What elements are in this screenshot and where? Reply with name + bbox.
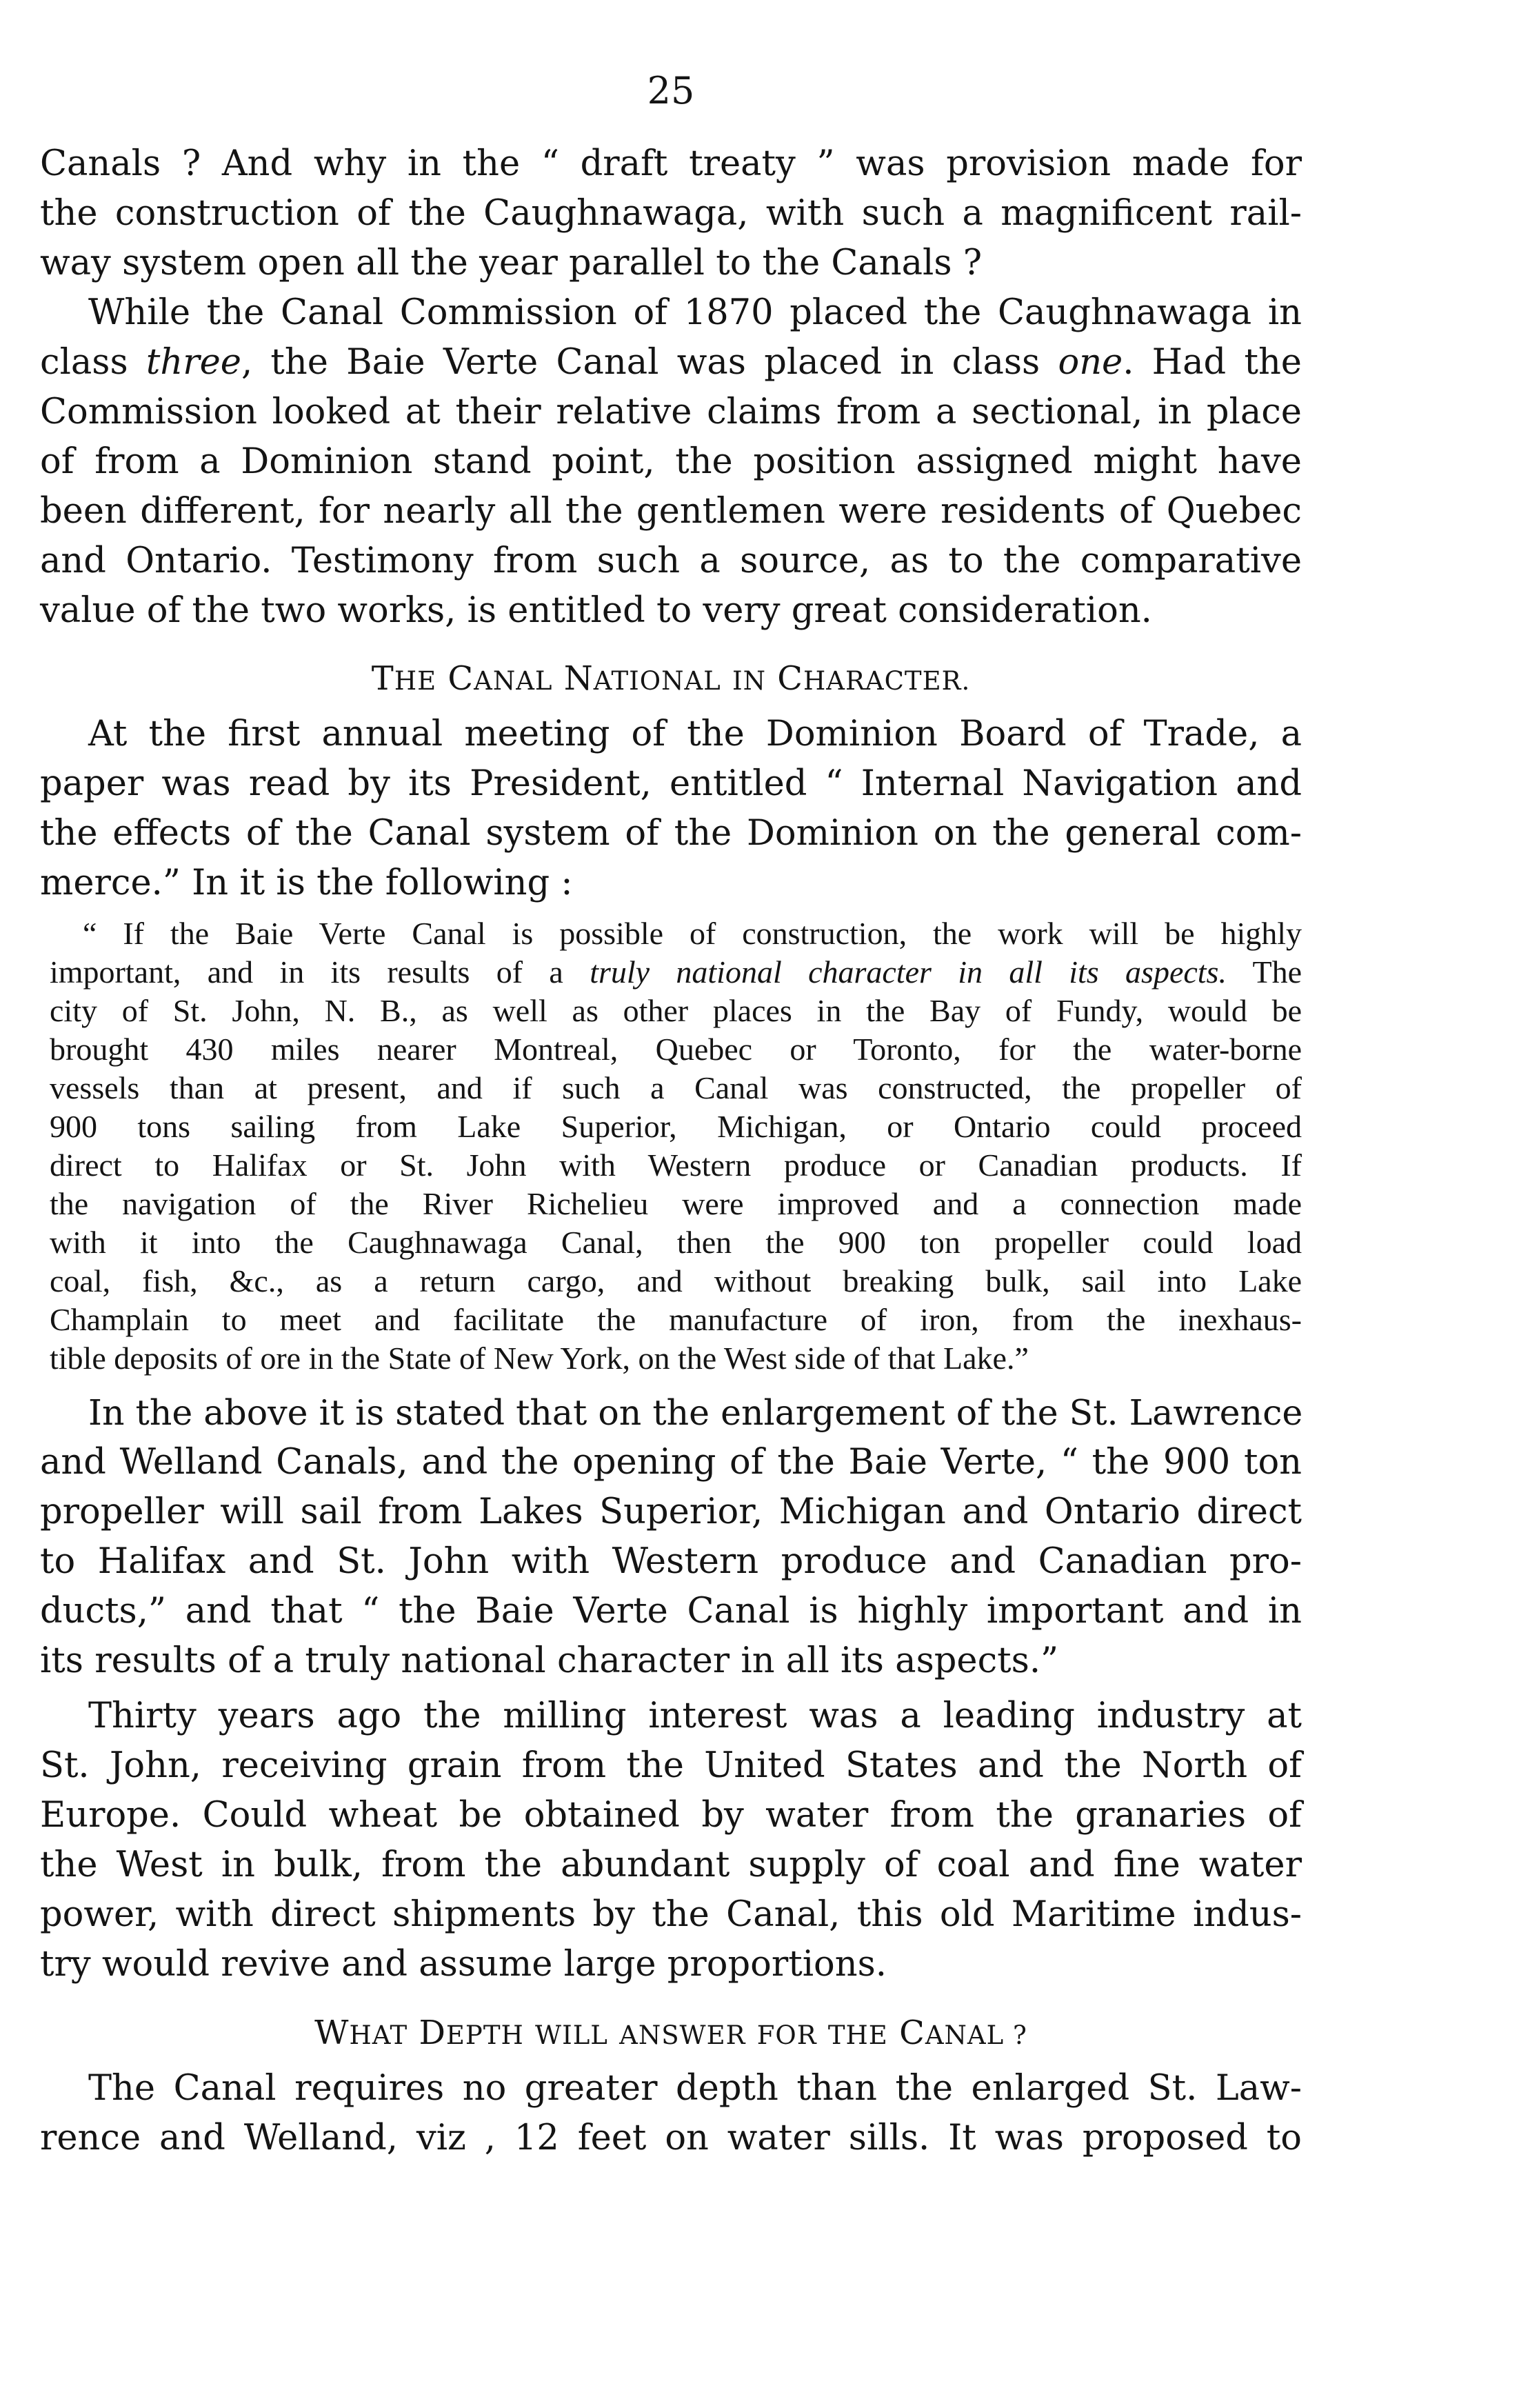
quote-line: Champlain to meet and facilitate the manufacture of iron, from the inexhaus- (50, 1302, 1302, 1337)
quote-line: vessels than at present, and if such a Canal was constructed, the propeller of (50, 1070, 1302, 1105)
heading-small-caps: ANSWER (619, 2020, 746, 2050)
text-line: its results of a truly national character in all its aspects.” (40, 1641, 1059, 1681)
text-line: try would revive and assume large proportions. (40, 1944, 887, 1985)
text-line: At the first annual meeting of the Dominion Board of Trade, a (88, 714, 1302, 754)
heading-initial: T (371, 659, 394, 698)
text-line: Thirty years ago the milling interest was a leading industry at (88, 1696, 1302, 1736)
heading-initial: W (314, 2014, 350, 2052)
quote-line: “ If the Baie Verte Canal is possible of construction, the work will be highly (83, 916, 1302, 951)
quote-line: the navigation of the River Richelieu were improved and a connection made (50, 1186, 1302, 1221)
section-heading (40, 2011, 1302, 2058)
text-line: rence and Welland, viz , 12 feet on water sills. It was proposed to (40, 2118, 1302, 2158)
page-number: 25 (647, 69, 695, 112)
document-page (40, 0, 1302, 2408)
text-line: The Canal requires no greater depth than the enlarged St. Law- (88, 2068, 1302, 2109)
text-line: In the above it is stated that on the enlargement of the St. Lawrence (88, 1392, 1303, 1433)
quote-line: 900 tons sailing from Lake Superior, Michigan, or Ontario could proceed (50, 1109, 1302, 1144)
text-line: and Ontario. Testimony from such a source, as to the comparative (40, 541, 1302, 581)
text-line: While the Canal Commission of 1870 placed the Caughnawaga in (88, 292, 1302, 333)
heading-initial: D (419, 2014, 446, 2052)
section-heading (40, 656, 1302, 703)
heading-small-caps: WILL (535, 2020, 608, 2050)
quote-line: brought 430 miles nearer Montreal, Quebec or Toronto, for the water-borne (50, 1032, 1302, 1067)
text-line: way system open all the year parallel to the Canals ? (40, 243, 983, 283)
heading-small-caps: THE (827, 2020, 888, 2050)
text-line: paper was read by its President, entitled “ Internal Navigation and (40, 763, 1302, 804)
heading-small-caps: ATIONAL (593, 666, 721, 696)
text-line: ducts,” and that “ the Baie Verte Canal is highly important and in (40, 1591, 1302, 1632)
text-line: merce.” In it is the following : (40, 863, 573, 903)
quote-line: with it into the Caughnawaga Canal, then the 900 ton propeller could load (50, 1225, 1302, 1260)
text-line: of from a Dominion stand point, the position assigned might have (40, 441, 1302, 482)
heading-small-caps: IN (732, 666, 767, 696)
quote-line: tible deposits of ore in the State of New York, on the West side of that Lake.” (50, 1341, 1029, 1376)
quote-line: city of St. John, N. B., as well as other places in the Bay of Fundy, would be (50, 993, 1302, 1028)
heading-small-caps: HE (394, 666, 437, 696)
quote-line: coal, fish, &c., as a return cargo, and without breaking bulk, sail into Lake (50, 1263, 1302, 1298)
text-line: Canals ? And why in the “ draft treaty ” was provision made for (40, 143, 1302, 184)
text-line: value of the two works, is entitled to very great consideration. (40, 590, 1152, 631)
text-line-with-italics: class three, the Baie Verte Canal was placed in class one. Had the (40, 342, 1302, 383)
heading-initial: C (777, 659, 804, 698)
text-line: the effects of the Canal system of the Dominion on the general com- (40, 813, 1302, 854)
text-line: Europe. Could wheat be obtained by water from the granaries of (40, 1795, 1302, 1836)
text-line: been different, for nearly all the gentlemen were residents of Quebec (40, 491, 1302, 532)
text-line: and Welland Canals, and the opening of the Baie Verte, “ the 900 ton (40, 1442, 1302, 1483)
heading-initial: C (447, 659, 474, 698)
heading-initial: N (563, 659, 594, 698)
heading-initial: C (899, 2014, 925, 2052)
text-line: to Halifax and St. John with Western produce and Canadian pro- (40, 1541, 1302, 1582)
heading-small-caps: FOR (756, 2020, 817, 2050)
quote-line-with-italics: important, and in its results of a truly national character in all its aspects. The (50, 954, 1302, 990)
text-line: Commission looked at their relative claims from a sectional, in place (40, 392, 1302, 432)
heading-small-caps: ANAL ? (925, 2020, 1027, 2050)
heading-small-caps: ANAL (474, 666, 553, 696)
heading-small-caps: HARACTER. (803, 666, 971, 696)
heading-small-caps: HAT (349, 2020, 408, 2050)
text-line: the West in bulk, from the abundant supply of coal and fine water (40, 1845, 1302, 1885)
text-line: St. John, receiving grain from the United States and the North of (40, 1745, 1302, 1786)
text-line: propeller will sail from Lakes Superior, Michigan and Ontario direct (40, 1492, 1302, 1532)
heading-small-caps: EPTH (445, 2020, 524, 2050)
quote-line: direct to Halifax or St. John with Western produce or Canadian products. If (50, 1147, 1302, 1183)
text-line: the construction of the Caughnawaga, with such a magnificent rail- (40, 193, 1302, 234)
text-line: power, with direct shipments by the Canal, this old Maritime indus- (40, 1894, 1302, 1935)
